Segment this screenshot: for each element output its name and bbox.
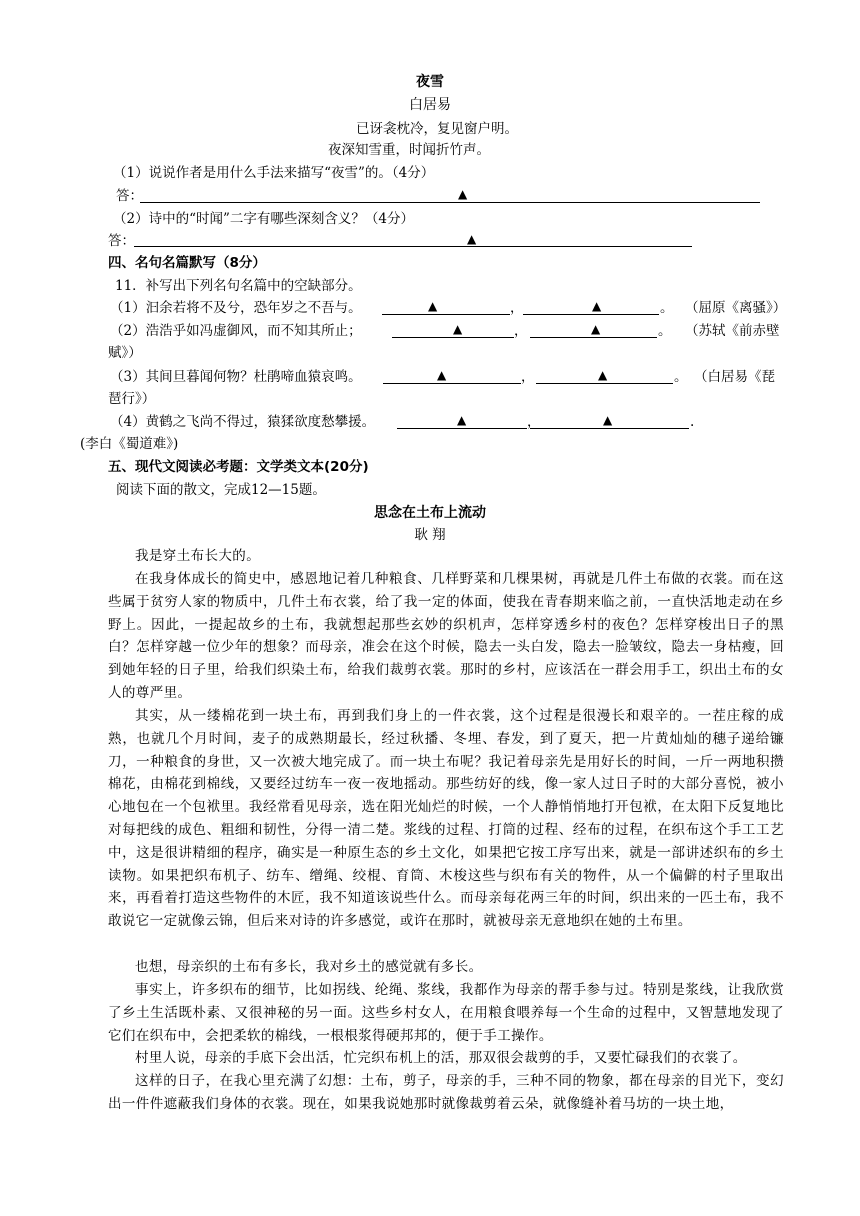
recitation-item-1: （1）汩余若将不及兮，恐年岁之不吾与。 [110,300,362,316]
blank-4a[interactable] [397,428,527,429]
source-4: (李白《蜀道难》) [80,436,179,452]
separator: ， [510,300,524,316]
end-punct: . [690,414,695,430]
recitation-item-4: （4）黄鹤之飞尚不得过，猿猱欲度愁攀援。 [110,414,376,430]
poem-author: 白居易 [409,97,451,113]
blank-marker-icon: ▲ [457,413,467,427]
answer-line-2[interactable] [134,246,692,247]
source-2-cont: 赋》） [108,345,142,361]
blank-marker-icon: ▲ [598,368,608,382]
blank-marker-icon: ▲ [453,322,463,336]
essay-paragraph: 村里人说，母亲的手底下会出活，忙完织布机上的活，那双很会裁剪的手，又要忙碌我们的衣裳了。 [135,1050,747,1066]
poem-line-1: 已讶衾枕冷，复见窗户明。 [356,121,518,137]
blank-marker-icon: ▲ [467,232,477,246]
end-punct: 。 [660,300,674,316]
blank-1b[interactable] [523,314,659,315]
section-4-heading: 四、名句名篇默写（8分） [108,255,266,271]
source-2: （苏轼《前赤壁 [685,323,780,339]
essay-paragraph: 其实，从一缕棉花到一块土布，再到我们身上的一件衣裳，这个过程是很漫长和艰辛的。一茬庄稼的成熟，也就几个月时间，麦子的成熟期最长，经过秋播、冬埋、春发，到了夏天，把一片黄灿灿的穗子递给镰刀，一种粮食的身世，又一次被大地完成了。而一块土布呢？我记着母亲先是用好长的时间，一斤一两地积攒棉花，由棉花到棉线，又要经过纺车一夜一夜地摇动。那些纺好的线，像一家人过日子时的大部分喜悦，被小心地包在一个包袱里。我经常看见母亲，选在阳光灿烂的时候，一个人静悄悄地打开包袱，在太阳下反复地比对每把线的成色、粗细和韧性，分得一清二楚。浆线的过程、打筒的过程、经布的过程，在织布这个手工工艺中，这是很讲精细的程序，确实是一种原生态的乡土文化，如果把它按工序写出来，就是一部讲述织布的乡土读物。如果把织布机子、纺车、缯绳、绞棍、育筒、木梭这些与织布有关的物件，从一个偏僻的村子里取出来，再看着打造这些物件的木匠，我不知道该说些什么。而母亲每花两三年的时间，织出来的一匹土布，我不敢说它一定就像云锦，但后来对诗的许多感觉，或许在那时，就被母亲无意地织在她的土布里。 [108,708,784,930]
essay-paragraph: 也想，母亲织的土布有多长，我对乡土的感觉就有多长。 [135,959,483,975]
question-11: 11．补写出下列名句名篇中的空缺部分。 [115,278,362,294]
answer-label-2: 答： [108,233,135,249]
essay-paragraph: 我是穿土布长大的。 [135,548,261,564]
section-5-intro: 阅读下面的散文，完成12—15题。 [116,482,326,498]
recitation-item-3: （3）其间旦暮闻何物？杜鹃啼血猿哀鸣。 [110,369,362,385]
essay-paragraph: 这样的日子，在我心里充满了幻想：土布，剪子，母亲的手，三种不同的物象，都在母亲的目光下，变幻出一件件遮蔽我们身体的衣裳。现在，如果我说她那时就像裁剪着云朵，就像缝补着马坊的一块土地， [108,1073,784,1112]
poem-title: 夜雪 [416,74,444,90]
question-2: （2）诗中的“时闻”二字有哪些深刻含义？（4分） [113,211,414,227]
blank-marker-icon: ▲ [603,413,613,427]
blank-3a[interactable] [383,383,521,384]
question-1: （1）说说作者是用什么手法来描写“夜雪”的。（4分） [113,165,435,181]
essay-author: 耿 翔 [414,527,446,543]
separator: ， [527,414,541,430]
blank-1a[interactable] [382,314,510,315]
section-5-heading: 五、现代文阅读必考题：文学类文本(20分) [108,459,369,475]
blank-marker-icon: ▲ [458,187,468,201]
blank-marker-icon: ▲ [428,299,438,313]
blank-marker-icon: ▲ [592,299,602,313]
separator: ， [521,369,535,385]
end-punct: 。 [658,323,672,339]
answer-label-1: 答： [116,188,143,204]
end-punct: 。 [674,369,688,385]
recitation-item-2: （2）浩浩乎如冯虚御风，而不知其所止； [110,323,362,339]
essay-paragraph: 事实上，许多织布的细节，比如拐线、纶绳、浆线，我都作为母亲的帮手参与过。特别是浆线，让我欣赏了乡土生活既朴素、又很神秘的另一面。这些乡村女人，在用粮食喂养每一个生命的过程中，又智慧地发现了它们在织布中，会把柔软的棉线，一根根浆得硬邦邦的，便于手工操作。 [108,982,784,1044]
source-3-cont: 琶行》） [108,391,156,407]
blank-marker-icon: ▲ [437,368,447,382]
essay-paragraph: 在我身体成长的简史中，感恩地记着几种粮食、几样野菜和几棵果树，再就是几件土布做的衣裳。而在这些属于贫穷人家的物质中，几件土布衣裳，给了我一定的体面，使我在青春期来临之前，一直快活地走动在乡野上。因此，一提起故乡的土布，我就想起那些玄妙的织机声，怎样穿透乡村的夜色？怎样穿梭出日子的黑白？怎样穿越一位少年的想象？而母亲，准会在这个时候，隐去一头白发，隐去一脸皱纹，隐去一身枯瘦，回到她年轻的日子里，给我们织染土布，给我们裁剪衣裳。那时的乡村，应该活在一群会用手工，织出土布的女人的尊严里。 [108,571,784,701]
answer-line-1[interactable] [140,202,760,203]
source-1: （屈原《离骚》） [685,300,787,316]
essay-title: 思念在土布上流动 [374,505,486,521]
poem-line-2: 夜深知雪重，时闻折竹声。 [328,142,490,158]
source-3: （白居易《琵 [694,369,775,385]
blank-2b[interactable] [530,337,657,338]
blank-4b[interactable] [530,428,689,429]
separator: ， [514,323,528,339]
blank-3b[interactable] [536,383,673,384]
blank-2a[interactable] [392,337,514,338]
blank-marker-icon: ▲ [591,322,601,336]
